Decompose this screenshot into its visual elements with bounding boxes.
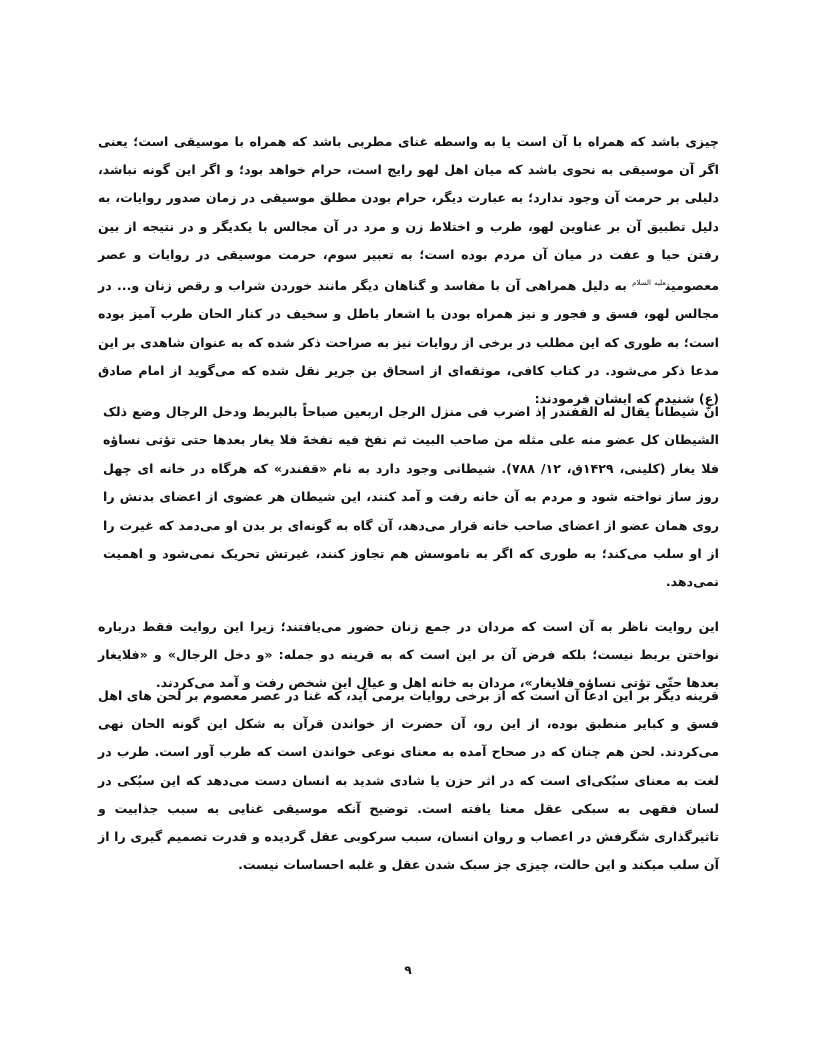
hadith-quotation: انّ شیطاناً یقال له القفندر إذ اضرب فی منزل الرجل اربعین صباحاً بالبربط ودخل الرجال وضع ذلک الشیطان کل عضو منه علی مثله من صاحب البیت ثم نفخ فیه نفخهً فلا یغار بعدها حتی تؤتی نساؤه فلا یغار (کلینی، ۱۴۲۹ق، ۱۲/ ۷۸۸). شیطانی وجود دارد به نام «قفندر» که هرگاه در خانه ای چهل روز ساز نواخته شود و مردم به آن خانه رفت و آمد کنند، این شیطان هر عضوی از اعضای بدنش را روی همان عضو از اعضای صاحب خانه قرار می‌دهد، آن گاه به گونه‌ای بر بدن او می‌دمد که غیرت را از او سلب می‌کند؛ به طوری که اگر به ناموسش هم تجاوز کنند، غیرتش تحریک نمی‌شود و اهمیت نمی‌دهد. bbox=[103, 404, 720, 590]
paragraph-intro bbox=[98, 128, 719, 413]
paragraph-interpretation: این روایت ناظر به آن است که مردان در جمع زنان حضور می‌یافتند؛ زیرا این روایت فقط درباره نواختن بربط نیست؛ بلکه فرض آن بر این است که به قرینه دو جمله: «و دخل الرجال» و «فلایغار بعدها حتّی تؤتی نساؤه فلایغار»، مردان به خانه اهل و عیال این شخص رفت و آمد می‌کردند. bbox=[98, 619, 719, 691]
page-number: ۹ bbox=[404, 963, 412, 977]
paragraph-intro-text-b: به دلیل همراهی آن با مفاسد و گناهان دیگر مانند خوردن شراب و رقص زنان و... در مجالس لهو، فسق و فجور و نیز همراه بودن با اشعار باطل و سخیف در کنار الحان طرب آمیز بوده است؛ به طوری که این مطلب در برخی از روایات نیز به صراحت ذکر شده که به عنوان شاهدی بر این مدعا ذکر می‌شود. در کتاب کافی، موثقه‌ای از اسحاق بن جریر نقل شده که می‌گوید از امام صادق (ع) شنیدم که ایشان فرمودند: bbox=[98, 278, 719, 407]
honorific-superscript: علیه السلام bbox=[632, 279, 666, 288]
paragraph-further-evidence: قرینه دیگر بر این ادعا آن است که از برخی روایات برمی آید، که غنا در عصر معصوم بر لحن های اهل فسق و کبایر منطبق بوده، از این رو، آن حضرت از خواندن قرآن به شکل این گونه الحان نهی می‌کردند. لحن هم چنان که در صحاح آمده به معنای نوعی خواندن است که طرب آور است. طرب در لغت به معنای سبُکی‌ای است که در اثر حزن یا شادی شدید به انسان دست می‌دهد که این سبُکی در لسان فقهی به سبکی عقل معنا یافته است. توضیح آنکه موسیقی غنایی به سبب جذابیت و تاثیرگذاری شگرفش در اعصاب و روان انسان، سبب سرکوبی عقل گردیده و قدرت تصمیم گیری را از آن سلب میکند و این حالت، چیزی جز سبک شدن عقل و غلبه احساسات نیست. bbox=[98, 688, 719, 873]
paragraph-intro-text-a: چیزی باشد که همراه با آن است یا به واسطه غنای مطربی باشد که همراه با موسیقی است؛ یعنی اگر آن موسیقی به نحوی باشد که میان اهل لهو رایج است، حرام خواهد بود؛ و اگر این گونه نباشد، دلیلی بر حرمت آن وجود ندارد؛ به عبارت دیگر، حرام بودن مطلق موسیقی در زمان صدور روایات، به دلیل تطبیق آن بر عناوین لهو، طرب و اختلاط زن و مرد در آن مجالس با یکدیگر و در نتیجه از بین رفتن حیا و عفت در میان آن مردم بوده است؛ به تعبیر سوم، حرمت موسیقی در روایات و عصر معصومین bbox=[98, 134, 719, 294]
